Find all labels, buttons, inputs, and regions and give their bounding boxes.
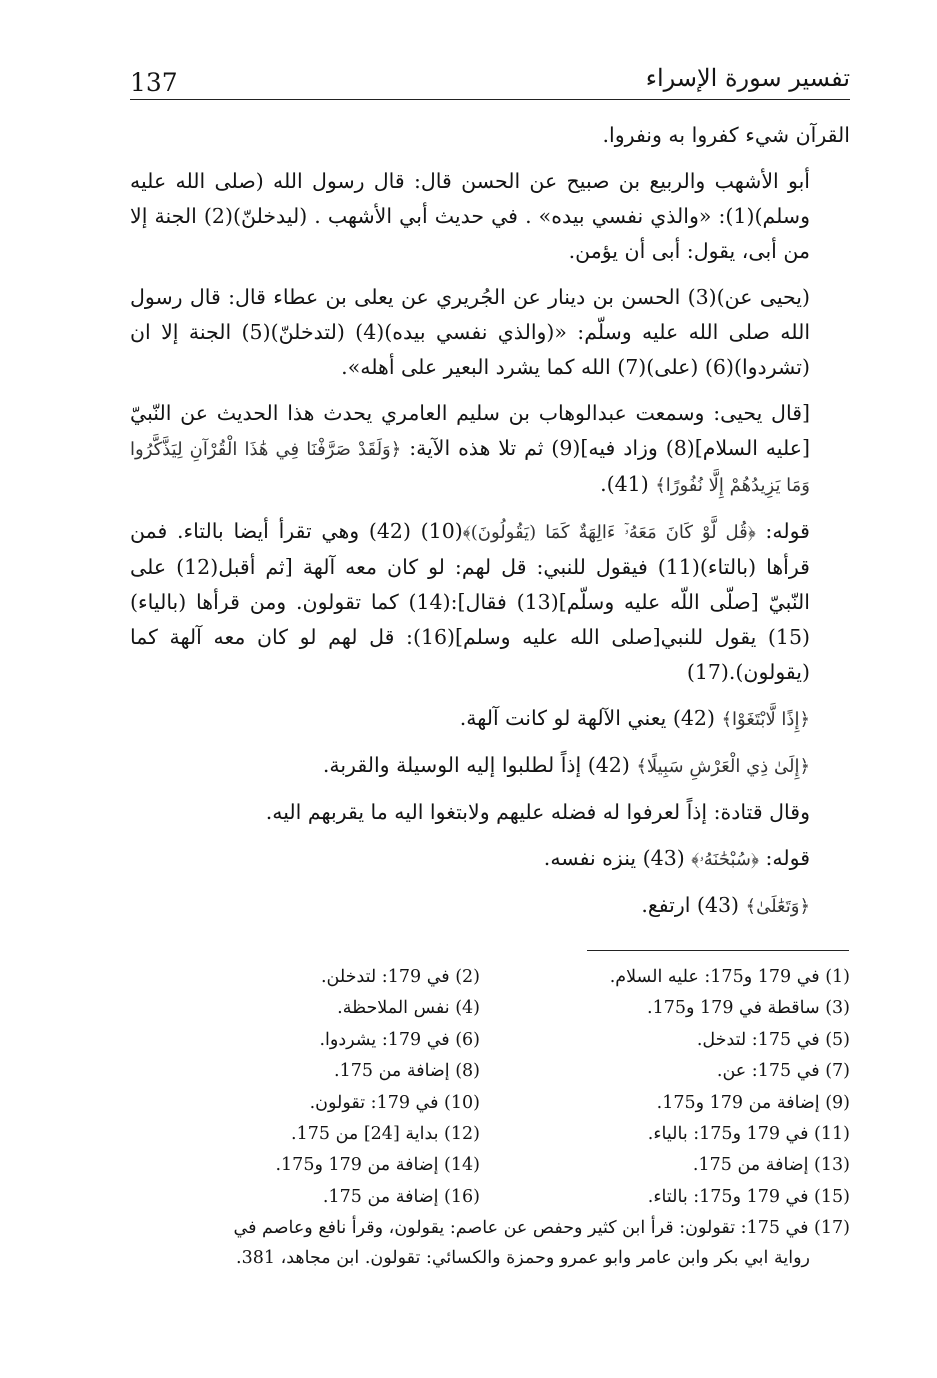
footnote-1: (1) في 179 و175: عليه السلام. [609,967,850,987]
paragraph-9-lead: قوله: [758,846,810,870]
paragraph-1 [130,118,850,153]
footnote-15: (15) في 179 و175: بالتاء. [647,1186,850,1207]
footnote-17-line-2: رواية ابي بكر وابن عامر وابو عمرو وحمزة والكسائي: تقولون. ابن مجاهد، 381. [236,1248,810,1269]
paragraph-1-text: القرآن شيء كفروا به ونفروا. [602,123,850,147]
paragraph-10 [130,888,850,924]
paragraph-2 [130,164,850,269]
footnote-rule [587,950,849,951]
header-rule [130,99,850,100]
quran-phrase-ibtaghaw: ﴿إِذًا لَّابْتَغَوْا﴾ [721,709,810,730]
paragraph-3-text: (يحيى عن)(3) الحسن بن دينار عن الجُريري عن يعلى بن عطاء قال: قال رسول الله صلى الله عليه وسلّم: «(والذي نفسي بيده)(4) (لتدخلنّ)(5) الجنة إلا ان (تشردوا)(6) (على)(7) الله كما يشرد البعير على أهله». [130,285,811,379]
footnote-14: (14) إضافة من 179 و175. [275,1155,480,1176]
paragraph-9 [130,841,850,877]
paragraph-3 [130,280,850,385]
paragraph-5-text: (10) (42) وهي تقرأ أيضا بالتاء. فمن قرأها (بالتاء)(11) فيقول للنبي: قل لهم: لو كان معه آلهة [ثم أقبل(12) على النّبيّ [صلّى اللّه عليه وسلّم](13) فقال]:(14) كما تقولون. ومن قرأها (بالياء)(15) يقول للنبي[صلى الله عليه وسلم](16): قل لهم لو كان معه آلهة كما (يقولون).(17) [130,519,810,684]
paragraph-4 [130,396,850,503]
footnote-12: (12) بداية [24] من 175. [291,1124,480,1145]
quran-phrase-subhanahu: ﴿سُبْحَٰنَهُۥ﴾ [691,849,759,870]
page-header [130,52,850,98]
quran-phrase-arsh: ﴿إِلَىٰ ذِي الْعَرْشِ سَبِيلًا﴾ [636,756,810,777]
footnote-9: (9) إضافة من 179 و175. [656,1092,850,1113]
paragraph-8 [130,795,850,830]
paragraph-9-text: (43) ينزه نفسه. [543,846,692,870]
paragraph-6-text: (42) يعني الآلهة لو كانت آلهة. [459,706,722,730]
paragraph-8-text: وقال قتادة: إذاً لعرفوا له فضله عليهم ولابتغوا اليه ما يقربهم اليه. [265,800,810,824]
paragraph-7 [130,748,850,784]
footnote-7: (7) في 175: عن. [716,1061,850,1082]
footnote-grid [130,962,850,1213]
footnote-10: (10) في 179: تقولون. [309,1092,480,1113]
footnote-6: (6) في 179: يشردوا. [319,1029,480,1050]
quran-verse-42: ﴿قُل لَّوْ كَانَ مَعَهُۥٓ ءَالِهَةٌ كَمَا (يَقُولُونَ)﴾ [462,522,756,543]
footnote-2: (2) في 179: لتدخلن. [320,967,480,987]
quran-verse-41: ﴿وَلَقَدْ صَرَّفْنَا فِي هَٰذَا الْقُرْآنِ لِيَذَّكَّرُوا وَمَا يَزِيدُهُمْ إِلَّا نُفُورًا﴾ [130,439,810,496]
verse-number-41: (41). [600,472,656,496]
paragraph-2-text: أبو الأشهب والربيع بن صبيح عن الحسن قال: قال رسول الله (صلى الله عليه وسلم)(1): «والذي نفسي بيده» . في حديث أبي الأشهب . (ليدخلنّ)(2) الجنة إلا من أبى، يقول: أبى أن يؤمن. [130,169,810,263]
quran-phrase-taala: ﴿وَتَعَٰلَىٰ﴾ [745,896,810,917]
footnote-11: (11) في 179 و175: بالياء. [647,1124,850,1145]
main-text [130,118,850,935]
footnote-13: (13) إضافة من 175. [692,1155,850,1176]
footnote-16: (16) إضافة من 175. [322,1186,480,1207]
footnotes [130,962,850,1273]
running-title: تفسير سورة الإسراء [645,64,850,92]
paragraph-7-text: (42) إذاً لطلبوا إليه الوسيلة والقربة. [322,753,637,777]
footnote-5: (5) في 175: لتدخل. [696,1029,850,1050]
page-number: 137 [130,68,178,97]
footnote-3: (3) ساقطة في 179 و175. [647,998,850,1019]
paragraph-5-lead: قوله: [755,519,810,543]
footnote-17-line-1: (17) في 175: تقولون: قرأ ابن كثير وحفص عن عاصم: يقولون، وقرأ نافع وعاصم في [233,1218,850,1239]
paragraph-5 [130,514,850,690]
footnote-8: (8) إضافة من 175. [334,1061,480,1082]
paragraph-6 [130,701,850,737]
paragraph-4-text: [قال يحيى: وسمعت عبدالوهاب بن سليم العامري يحدث هذا الحديث عن النّبيّ [عليه السلام](8) وزاد فيه](9) ثم تلا هذه الآية: [130,401,810,460]
paragraph-10-text: (43) ارتفع. [641,893,746,917]
footnote-4: (4) نفس الملاحظة. [337,998,480,1019]
footnote-17 [130,1213,850,1273]
